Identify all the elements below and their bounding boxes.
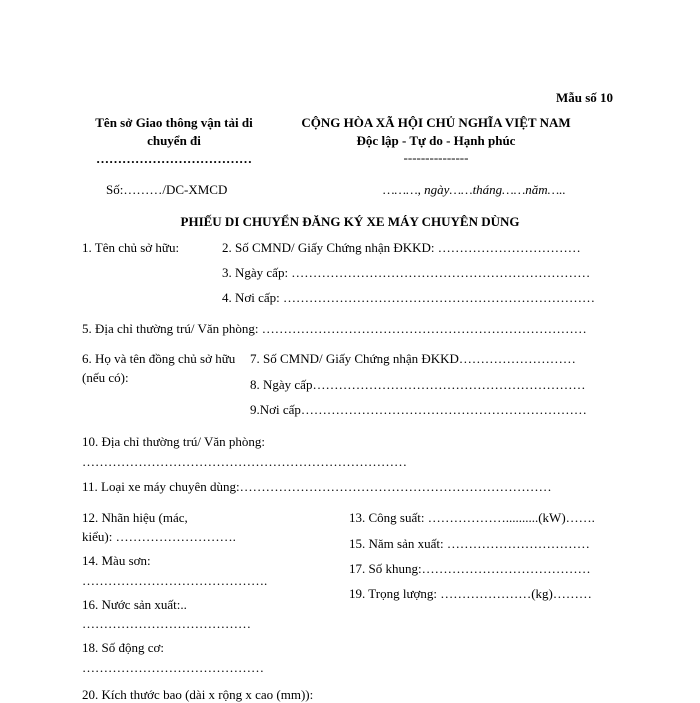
form-title: PHIẾU DI CHUYỂN ĐĂNG KÝ XE MÁY CHUYÊN DÙNG xyxy=(180,214,520,229)
brand-model-field: kiểu): ………………………. xyxy=(82,529,236,544)
national-motto: Độc lập - Tự do - Hạnh phúc xyxy=(356,133,516,148)
weight-field: 19. Trọng lượng: …………………(kg)……… xyxy=(349,586,592,601)
motto-underline: --------------- xyxy=(403,150,469,165)
owner-issue-place-field: 4. Nơi cấp: ……………………………………………………………… xyxy=(222,290,596,305)
co-owner-id-field: 7. Số CMND/ Giấy Chứng nhận ĐKKD……………………… xyxy=(250,351,576,366)
power-field: 13. Công suất: ………………..........(kW)……. xyxy=(349,510,595,525)
country-name: CỘNG HÒA XÃ HỘI CHỦ NGHĨA VIỆT NAM xyxy=(301,115,571,130)
co-owner-address-field: 10. Địa chỉ thường trú/ Văn phòng: xyxy=(82,434,266,449)
engine-number-dots: …………………………………… xyxy=(82,660,264,675)
co-owner-address-dots: ………………………………………………………………… xyxy=(82,454,407,469)
owner-name-field: 1. Tên chủ sở hữu: xyxy=(82,240,180,255)
owner-id-field: 2. Số CMND/ Giấy Chứng nhận ĐKKD: …………………………… xyxy=(222,240,581,255)
origin-country-dots: ………………………………… xyxy=(82,616,251,631)
engine-number-field: 18. Số động cơ: xyxy=(82,640,164,655)
dimensions-field: 20. Kích thước bao (dài x rộng x cao (mm)): xyxy=(82,687,314,702)
origin-country-field: 16. Nước sản xuất:.. xyxy=(82,597,187,612)
dept-name-dots: ……………………………… xyxy=(96,151,252,166)
document-number: Số:………/DC-XMCD xyxy=(106,182,228,197)
paint-color-field: 14. Màu sơn: xyxy=(82,553,151,568)
co-owner-name-note: (nếu có): xyxy=(82,370,129,385)
document-date: ………, ngày……tháng……năm….. xyxy=(383,182,566,197)
co-owner-name-field: 6. Họ và tên đồng chủ sở hữu xyxy=(82,351,236,366)
form-number: Mẫu số 10 xyxy=(556,90,614,105)
paint-color-dots: ……………………………………. xyxy=(82,573,268,588)
dept-name-line1: Tên sở Giao thông vận tải di xyxy=(95,115,253,130)
owner-issue-date-field: 3. Ngày cấp: …………………………………………………………… xyxy=(222,265,591,280)
manufacture-year-field: 15. Năm sản xuất: …………………………… xyxy=(349,536,590,551)
chassis-number-field: 17. Số khung:………………………………… xyxy=(349,561,591,576)
co-owner-issue-date-field: 8. Ngày cấp……………………………………………………… xyxy=(250,377,586,392)
owner-address-field: 5. Địa chỉ thường trú/ Văn phòng: ………………………………………………………………… xyxy=(82,321,587,336)
brand-field: 12. Nhãn hiệu (mác, xyxy=(82,510,188,525)
co-owner-issue-place-field: 9.Nơi cấp………………………………………………………… xyxy=(250,402,587,417)
dept-name-line2: chuyển đi xyxy=(147,133,201,148)
vehicle-type-field: 11. Loại xe máy chuyên dùng:……………………………………………………………… xyxy=(82,479,552,494)
